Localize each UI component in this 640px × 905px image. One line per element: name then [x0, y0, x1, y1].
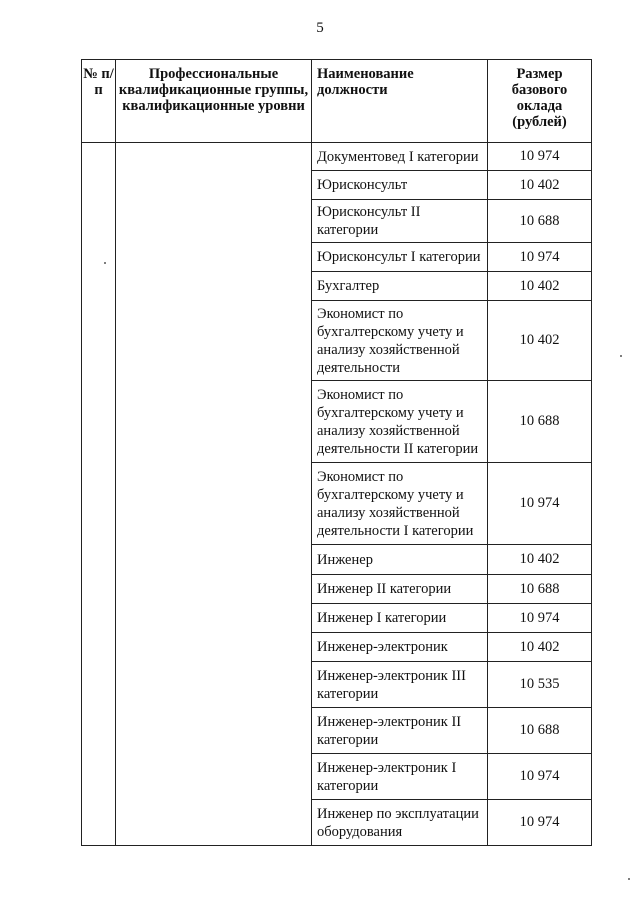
header-num: № п/п: [82, 60, 116, 143]
position-cell: Инженер-электроник I категории: [312, 754, 488, 800]
num-cell: [82, 143, 116, 846]
salary-cell: 10 402: [488, 301, 592, 381]
header-group: Профессиональные квалификационные группы, квалификационные уровни: [116, 60, 312, 143]
salary-cell: 10 402: [488, 171, 592, 200]
position-cell: Инженер-электроник III категории: [312, 662, 488, 708]
scan-speck: [104, 262, 106, 264]
position-cell: Документовед I категории: [312, 143, 488, 171]
page-number: 5: [316, 20, 324, 36]
salary-cell: 10 974: [488, 800, 592, 846]
header-position: Наименование должности: [312, 60, 488, 143]
salary-cell: 10 688: [488, 708, 592, 754]
salary-cell: 10 974: [488, 604, 592, 633]
salary-cell: 10 402: [488, 545, 592, 575]
position-cell: Инженер-электроник: [312, 633, 488, 662]
position-cell: Экономист по бухгалтерскому учету и анализу хозяйственной деятельности: [312, 301, 488, 381]
position-cell: Инженер: [312, 545, 488, 575]
position-cell: Юрисконсульт: [312, 171, 488, 200]
salary-cell: 10 688: [488, 575, 592, 604]
salary-cell: 10 535: [488, 662, 592, 708]
salary-cell: 10 974: [488, 754, 592, 800]
position-cell: Бухгалтер: [312, 272, 488, 301]
table-header-row: [82, 60, 592, 143]
position-cell: Экономист по бухгалтерскому учету и анализу хозяйственной деятельности II категории: [312, 381, 488, 463]
position-cell: Юрисконсульт II категории: [312, 200, 488, 243]
salary-cell: 10 402: [488, 633, 592, 662]
header-salary: Размер базового оклада (рублей): [488, 60, 592, 143]
scan-speck: [628, 878, 630, 880]
group-cell: [116, 143, 312, 846]
salary-cell: 10 402: [488, 272, 592, 301]
salary-table: [81, 59, 592, 846]
salary-cell: 10 688: [488, 200, 592, 243]
salary-cell: 10 974: [488, 243, 592, 272]
salary-cell: 10 974: [488, 143, 592, 171]
salary-cell: 10 688: [488, 381, 592, 463]
scan-speck: [620, 355, 622, 357]
position-cell: Инженер по эксплуатации оборудования: [312, 800, 488, 846]
position-cell: Инженер I категории: [312, 604, 488, 633]
position-cell: Экономист по бухгалтерскому учету и анализу хозяйственной деятельности I категории: [312, 463, 488, 545]
position-cell: Юрисконсульт I категории: [312, 243, 488, 272]
salary-cell: 10 974: [488, 463, 592, 545]
position-cell: Инженер-электроник II категории: [312, 708, 488, 754]
position-cell: Инженер II категории: [312, 575, 488, 604]
table-row: [82, 143, 592, 171]
